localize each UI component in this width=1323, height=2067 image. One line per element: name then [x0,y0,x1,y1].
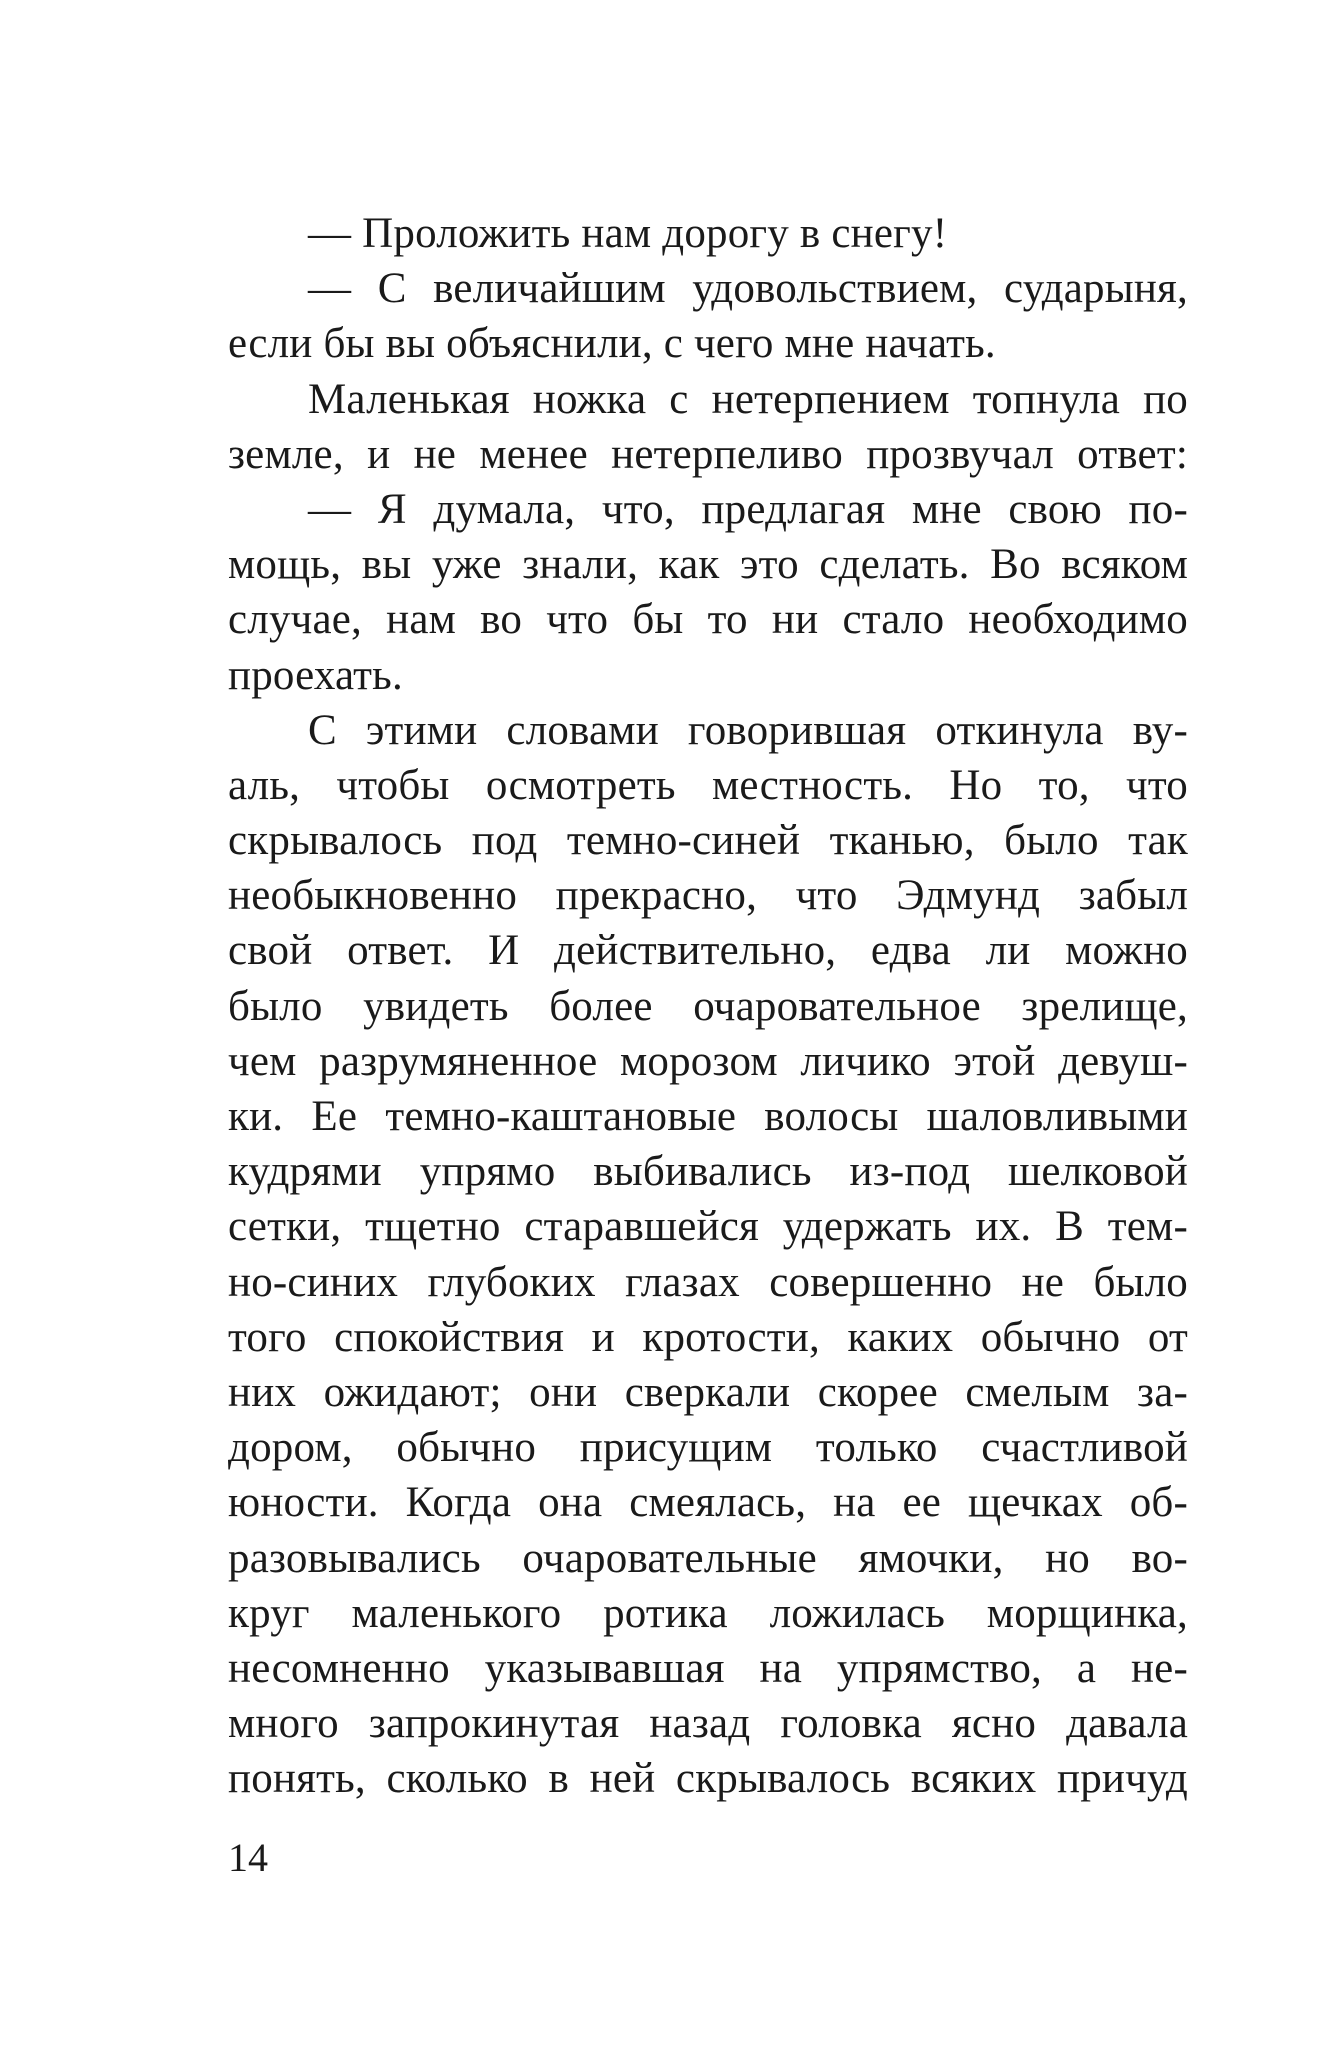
text-line: но-синих глубоких глазах совершенно не было [228,1258,1188,1306]
text-line: случае, нам во что бы то ни стало необходимо [228,596,1188,644]
text-line: необыкновенно прекрасно, что Эдмунд забыл [228,872,1188,920]
body-text [228,206,1188,1806]
text-line: того спокойствия и кротости, каких обычно от [228,1313,1188,1361]
text-line: них ожидают; они сверкали скорее смелым за- [228,1368,1188,1416]
text-line: — Я думала, что, предлагая мне свою по- [308,485,1188,533]
text-line: кудрями упрямо выбивались из-под шелковой [228,1148,1188,1196]
text-line: сетки, тщетно старавшейся удержать их. В тем- [228,1203,1188,1251]
text-line: С этими словами говорившая откинула ву- [308,706,1188,754]
text-line: аль, чтобы осмотреть местность. Но то, что [228,761,1188,809]
text-line: — Проложить нам дорогу в снегу! [308,210,948,257]
text-line: несомненно указывавшая на упрямство, а не- [228,1644,1188,1692]
page-number: 14 [228,1835,268,1880]
text-line: земле, и не менее нетерпеливо прозвучал ответ: [228,430,1188,478]
text-line: понять, сколько в ней скрывалось всяких причуд [228,1755,1188,1803]
text-line: Маленькая ножка с нетерпением топнула по [308,375,1188,423]
text-line: много запрокинутая назад головка ясно давала [228,1700,1188,1748]
text-line: круг маленького ротика ложилась морщинка, [228,1589,1188,1637]
text-line: чем разрумяненное морозом личико этой девуш- [228,1037,1188,1085]
text-line: проехать. [228,651,403,699]
text-line: ки. Ее темно-каштановые волосы шаловливыми [228,1093,1188,1140]
text-line: мощь, вы уже знали, как это сделать. Во всяком [228,541,1188,589]
text-line: если бы вы объяснили, с чего мне начать. [228,320,996,368]
text-line: разовывались очаровательные ямочки, но во- [228,1534,1188,1582]
text-line: юности. Когда она смеялась, на ее щечках об- [228,1479,1188,1527]
text-line: скрывалось под темно-синей тканью, было так [228,817,1188,865]
text-line: — С величайшим удовольствием, сударыня, [308,265,1188,313]
text-line: дором, обычно присущим только счастливой [228,1424,1188,1472]
text-line: свой ответ. И действительно, едва ли можно [228,927,1188,975]
text-line: было увидеть более очаровательное зрелище, [228,982,1188,1030]
